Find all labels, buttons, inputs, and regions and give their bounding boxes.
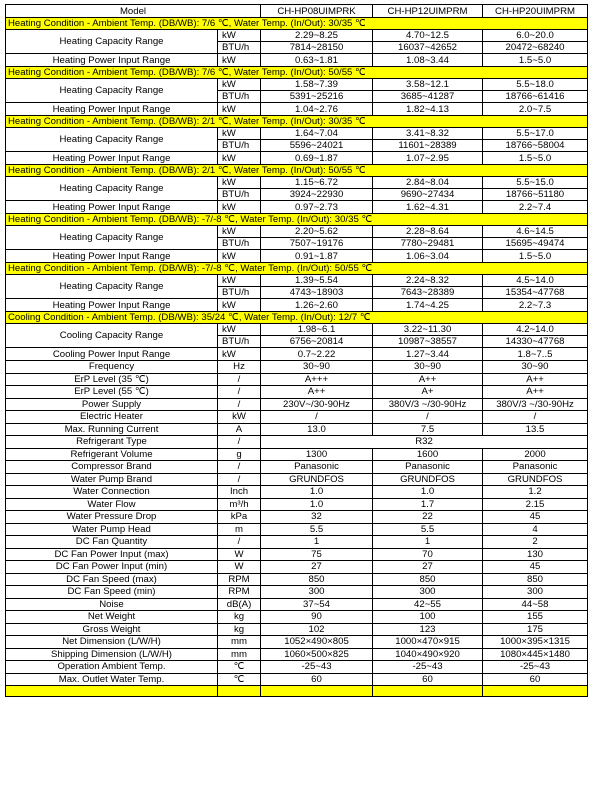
unit-cell: ℃ [218,661,261,674]
value-cell: 1.27~3.44 [373,348,483,361]
unit-cell: kW [218,54,261,67]
spec-row [6,548,588,561]
power-label: Heating Power Input Range [6,103,218,116]
value-cell: 1.5~5.0 [483,152,588,165]
value-cell: A++ [261,386,373,399]
capacity-label: Heating Capacity Range [6,30,218,54]
value-cell: 1.5~5.0 [483,250,588,263]
value-cell: 3924~22930 [261,189,373,201]
power-input-row [6,152,588,165]
capacity-label: Heating Capacity Range [6,177,218,201]
value-cell: 7780~29481 [373,238,483,250]
spec-label: Net Dimension (L/W/H) [6,636,218,649]
spec-row [6,411,588,424]
spec-row [6,623,588,636]
spec-label: Water Flow [6,498,218,511]
spec-row [6,498,588,511]
spec-row [6,573,588,586]
value-cell: / [373,411,483,424]
value-cell: 1000×470×915 [373,636,483,649]
unit-cell: kW [218,299,261,312]
value-cell: 2.29~8.25 [261,30,373,42]
spec-row [6,586,588,599]
spec-label: DC Fan Quantity [6,536,218,549]
spec-row [6,486,588,499]
power-label: Heating Power Input Range [6,152,218,165]
value-cell: 7507~19176 [261,238,373,250]
value-cell: 1.2 [483,486,588,499]
unit-cell: kW [218,411,261,424]
footer-band-cell [6,686,218,697]
value-cell: 2.28~8.64 [373,226,483,238]
value-cell: 1.39~5.54 [261,275,373,287]
unit-cell: kW [218,348,261,361]
value-cell: 75 [261,548,373,561]
section-title: Heating Condition - Ambient Temp. (DB/WB): 2/1 ℃, Water Temp. (In/Out): 30/35 ℃ [6,116,588,128]
value-cell: 1000×395×1315 [483,636,588,649]
value-cell: 0.63~1.81 [261,54,373,67]
value-cell: 7814~28150 [261,42,373,54]
footer-band-cell [218,686,261,697]
value-cell: 1.5~5.0 [483,54,588,67]
spec-row [6,523,588,536]
power-input-row [6,299,588,312]
value-cell: -25~43 [373,661,483,674]
value-cell: 18766~61416 [483,91,588,103]
value-cell: 4.70~12.5 [373,30,483,42]
unit-cell: kW [218,128,261,140]
capacity-label: Heating Capacity Range [6,128,218,152]
unit-cell: / [218,386,261,399]
unit-cell: BTU/h [218,140,261,152]
spec-label: Refrigerant Volume [6,448,218,461]
unit-cell: kW [218,275,261,287]
spec-label: Operation Ambient Temp. [6,661,218,674]
value-cell: 300 [261,586,373,599]
value-cell: 1.82~4.13 [373,103,483,116]
value-cell: / [483,411,588,424]
spec-label: Power Supply [6,398,218,411]
value-cell: 1.0 [261,498,373,511]
section-title: Heating Condition - Ambient Temp. (DB/WB): -7/-8 ℃, Water Temp. (In/Out): 50/55 ℃ [6,263,588,275]
value-cell: 1.62~4.31 [373,201,483,214]
section-header-row [6,18,588,30]
value-cell: 123 [373,623,483,636]
value-cell: Panasonic [483,461,588,474]
spec-label: Water Pump Brand [6,473,218,486]
section-title: Heating Condition - Ambient Temp. (DB/WB): 2/1 ℃, Water Temp. (In/Out): 50/55 ℃ [6,165,588,177]
value-cell: 16037~42652 [373,42,483,54]
value-cell: R32 [261,436,588,449]
value-cell: 0.69~1.87 [261,152,373,165]
value-cell: 45 [483,561,588,574]
value-cell: 5.5~15.0 [483,177,588,189]
unit-cell: Hz [218,361,261,374]
value-cell: 1.8~7..5 [483,348,588,361]
value-cell: -25~43 [483,661,588,674]
value-cell: 6756~20814 [261,336,373,348]
value-cell: 1040×490×920 [373,648,483,661]
spec-row [6,661,588,674]
spec-row [6,436,588,449]
spec-label: DC Fan Speed (min) [6,586,218,599]
value-cell: 2.2~7.3 [483,299,588,312]
unit-cell: BTU/h [218,336,261,348]
spec-row [6,536,588,549]
model-name: CH-HP20UIMPRM [483,5,588,18]
spec-label: DC Fan Power Input (max) [6,548,218,561]
power-label: Heating Power Input Range [6,299,218,312]
unit-cell: / [218,436,261,449]
spec-label: Water Pressure Drop [6,511,218,524]
value-cell: 9690~27434 [373,189,483,201]
value-cell: 5.5~18.0 [483,79,588,91]
value-cell: 1 [261,536,373,549]
model-name: CH-HP12UIMPRM [373,5,483,18]
value-cell: 11601~28389 [373,140,483,152]
value-cell: 380V/3 ~/30-90Hz [483,398,588,411]
spec-row [6,511,588,524]
value-cell: 5.5~17.0 [483,128,588,140]
value-cell: 5.5 [373,523,483,536]
value-cell: 60 [261,673,373,686]
value-cell: 155 [483,611,588,624]
capacity-kw-row [6,128,588,140]
power-input-row [6,103,588,116]
value-cell: 0.97~2.73 [261,201,373,214]
value-cell: 4.2~14.0 [483,324,588,336]
unit-cell: mm [218,636,261,649]
value-cell: 1.26~2.60 [261,299,373,312]
value-cell: 15354~47768 [483,287,588,299]
value-cell: 2.84~8.04 [373,177,483,189]
value-cell: 1.08~3.44 [373,54,483,67]
section-header-row [6,116,588,128]
value-cell: 15695~49474 [483,238,588,250]
spec-row [6,461,588,474]
value-cell: 5596~24021 [261,140,373,152]
spec-row [6,473,588,486]
capacity-kw-row [6,177,588,189]
value-cell: 2000 [483,448,588,461]
value-cell: 1.07~2.95 [373,152,483,165]
unit-cell: g [218,448,261,461]
unit-cell: kW [218,152,261,165]
unit-cell: / [218,398,261,411]
value-cell: 2 [483,536,588,549]
power-label: Heating Power Input Range [6,201,218,214]
value-cell: 1.0 [261,486,373,499]
value-cell: 27 [373,561,483,574]
capacity-label: Heating Capacity Range [6,79,218,103]
value-cell: 1.74~4.25 [373,299,483,312]
value-cell: 1060×500×825 [261,648,373,661]
capacity-kw-row [6,79,588,91]
value-cell: 0.91~1.87 [261,250,373,263]
spec-label: Gross Weight [6,623,218,636]
unit-cell: BTU/h [218,189,261,201]
value-cell: Panasonic [261,461,373,474]
value-cell: 7.5 [373,423,483,436]
value-cell: GRUNDFOS [373,473,483,486]
value-cell: 300 [483,586,588,599]
power-label: Heating Power Input Range [6,250,218,263]
value-cell: 42~55 [373,598,483,611]
value-cell: 20472~68240 [483,42,588,54]
unit-cell: Inch [218,486,261,499]
spec-label: Water Pump Head [6,523,218,536]
unit-cell: BTU/h [218,91,261,103]
capacity-label: Heating Capacity Range [6,275,218,299]
footer-band [6,686,588,697]
section-header-row [6,67,588,79]
value-cell: GRUNDFOS [261,473,373,486]
model-name: CH-HP08UIMPRK [261,5,373,18]
value-cell: 60 [373,673,483,686]
value-cell: 1.06~3.04 [373,250,483,263]
capacity-kw-row [6,324,588,336]
spec-label: ErP Level (35 ℃) [6,373,218,386]
value-cell: 3.22~11.30 [373,324,483,336]
value-cell: 44~58 [483,598,588,611]
spec-label: Max. Running Current [6,423,218,436]
value-cell: 32 [261,511,373,524]
spec-label: Shipping Dimension (L/W/H) [6,648,218,661]
value-cell: 100 [373,611,483,624]
power-input-row [6,250,588,263]
value-cell: 1.58~7.39 [261,79,373,91]
section-title: Heating Condition - Ambient Temp. (DB/WB): 7/6 ℃, Water Temp. (In/Out): 30/35 ℃ [6,18,588,30]
spec-row [6,361,588,374]
spec-row [6,673,588,686]
section-title: Heating Condition - Ambient Temp. (DB/WB): 7/6 ℃, Water Temp. (In/Out): 50/55 ℃ [6,67,588,79]
model-label: Model [6,5,261,18]
value-cell: 45 [483,511,588,524]
value-cell: 14330~47768 [483,336,588,348]
spec-row [6,636,588,649]
unit-cell: kW [218,177,261,189]
capacity-kw-row [6,30,588,42]
value-cell: 1080×445×1480 [483,648,588,661]
spec-row [6,386,588,399]
spec-label: DC Fan Power Input (min) [6,561,218,574]
value-cell: 7643~28389 [373,287,483,299]
unit-cell: RPM [218,586,261,599]
unit-cell: kg [218,623,261,636]
unit-cell: kW [218,103,261,116]
footer-band-cell [483,686,588,697]
value-cell: 1.98~6.1 [261,324,373,336]
unit-cell: kW [218,201,261,214]
value-cell: 1052×490×805 [261,636,373,649]
capacity-label: Heating Capacity Range [6,226,218,250]
value-cell: A+ [373,386,483,399]
unit-cell: kW [218,324,261,336]
section-header-row [6,165,588,177]
footer-band-cell [373,686,483,697]
power-input-row [6,348,588,361]
header-row [6,5,588,18]
value-cell: A++ [373,373,483,386]
capacity-label: Cooling Capacity Range [6,324,218,348]
value-cell: 380V/3 ~/30-90Hz [373,398,483,411]
value-cell: 1300 [261,448,373,461]
unit-cell: kg [218,611,261,624]
value-cell: 3.58~12.1 [373,79,483,91]
unit-cell: mm [218,648,261,661]
spec-label: Net Weight [6,611,218,624]
value-cell: 60 [483,673,588,686]
unit-cell: kW [218,226,261,238]
value-cell: 102 [261,623,373,636]
unit-cell: / [218,373,261,386]
spec-label: Electric Heater [6,411,218,424]
value-cell: 2.24~8.32 [373,275,483,287]
section-title: Cooling Condition - Ambient Temp. (DB/WB): 35/24 ℃, Water Temp. (In/Out): 12/7 ℃ [6,312,588,324]
value-cell: 4743~18903 [261,287,373,299]
unit-cell: kW [218,79,261,91]
unit-cell: / [218,473,261,486]
spec-row [6,448,588,461]
unit-cell: A [218,423,261,436]
unit-cell: dB(A) [218,598,261,611]
spec-row [6,598,588,611]
value-cell: 1.64~7.04 [261,128,373,140]
spec-table [5,4,588,697]
value-cell: 1.04~2.76 [261,103,373,116]
spec-label: ErP Level (55 ℃) [6,386,218,399]
unit-cell: kW [218,250,261,263]
unit-cell: kPa [218,511,261,524]
value-cell: 2.2~7.4 [483,201,588,214]
value-cell: 5.5 [261,523,373,536]
value-cell: A++ [483,386,588,399]
value-cell: 1.15~6.72 [261,177,373,189]
value-cell: 70 [373,548,483,561]
spec-row [6,398,588,411]
unit-cell: kW [218,30,261,42]
value-cell: 30~90 [261,361,373,374]
value-cell: 850 [261,573,373,586]
value-cell: 230V~/30-90Hz [261,398,373,411]
spec-table-body [6,5,588,697]
value-cell: / [261,411,373,424]
unit-cell: BTU/h [218,287,261,299]
value-cell: -25~43 [261,661,373,674]
spec-label: Compressor Brand [6,461,218,474]
value-cell: 18766~58004 [483,140,588,152]
power-input-row [6,54,588,67]
value-cell: 4.6~14.5 [483,226,588,238]
value-cell: 2.20~5.62 [261,226,373,238]
value-cell: 1.0 [373,486,483,499]
spec-label: DC Fan Speed (max) [6,573,218,586]
spec-label: Water Connection [6,486,218,499]
value-cell: 1.7 [373,498,483,511]
value-cell: 5391~25216 [261,91,373,103]
value-cell: 27 [261,561,373,574]
value-cell: 0.7~2.22 [261,348,373,361]
value-cell: 90 [261,611,373,624]
value-cell: GRUNDFOS [483,473,588,486]
unit-cell: m³/h [218,498,261,511]
spec-label: Noise [6,598,218,611]
unit-cell: RPM [218,573,261,586]
value-cell: 13.0 [261,423,373,436]
value-cell: 30~90 [483,361,588,374]
value-cell: 130 [483,548,588,561]
power-input-row [6,201,588,214]
capacity-kw-row [6,226,588,238]
value-cell: 300 [373,586,483,599]
unit-cell: W [218,548,261,561]
unit-cell: W [218,561,261,574]
section-title: Heating Condition - Ambient Temp. (DB/WB): -7/-8 ℃, Water Temp. (In/Out): 30/35 ℃ [6,214,588,226]
spec-row [6,423,588,436]
value-cell: 37~54 [261,598,373,611]
unit-cell: m [218,523,261,536]
value-cell: 13.5 [483,423,588,436]
unit-cell: BTU/h [218,42,261,54]
spec-row [6,373,588,386]
spec-row [6,648,588,661]
capacity-kw-row [6,275,588,287]
footer-band-cell [261,686,373,697]
value-cell: 2.15 [483,498,588,511]
unit-cell: BTU/h [218,238,261,250]
spec-label: Frequency [6,361,218,374]
value-cell: A+++ [261,373,373,386]
value-cell: 10987~38557 [373,336,483,348]
value-cell: 4 [483,523,588,536]
value-cell: 18766~51180 [483,189,588,201]
unit-cell: ℃ [218,673,261,686]
spec-label: Max. Outlet Water Temp. [6,673,218,686]
value-cell: 2.0~7.5 [483,103,588,116]
value-cell: 1 [373,536,483,549]
power-label: Heating Power Input Range [6,54,218,67]
value-cell: 3685~41287 [373,91,483,103]
section-header-row [6,312,588,324]
value-cell: 30~90 [373,361,483,374]
unit-cell: / [218,536,261,549]
value-cell: 850 [373,573,483,586]
value-cell: 175 [483,623,588,636]
value-cell: A++ [483,373,588,386]
section-header-row [6,263,588,275]
value-cell: 22 [373,511,483,524]
section-header-row [6,214,588,226]
spec-label: Refrigerant Type [6,436,218,449]
spec-row [6,561,588,574]
value-cell: Panasonic [373,461,483,474]
value-cell: 850 [483,573,588,586]
value-cell: 6.0~20.0 [483,30,588,42]
value-cell: 3.41~8.32 [373,128,483,140]
value-cell: 4.5~14.0 [483,275,588,287]
unit-cell: / [218,461,261,474]
power-label: Cooling Power Input Range [6,348,218,361]
spec-row [6,611,588,624]
value-cell: 1600 [373,448,483,461]
